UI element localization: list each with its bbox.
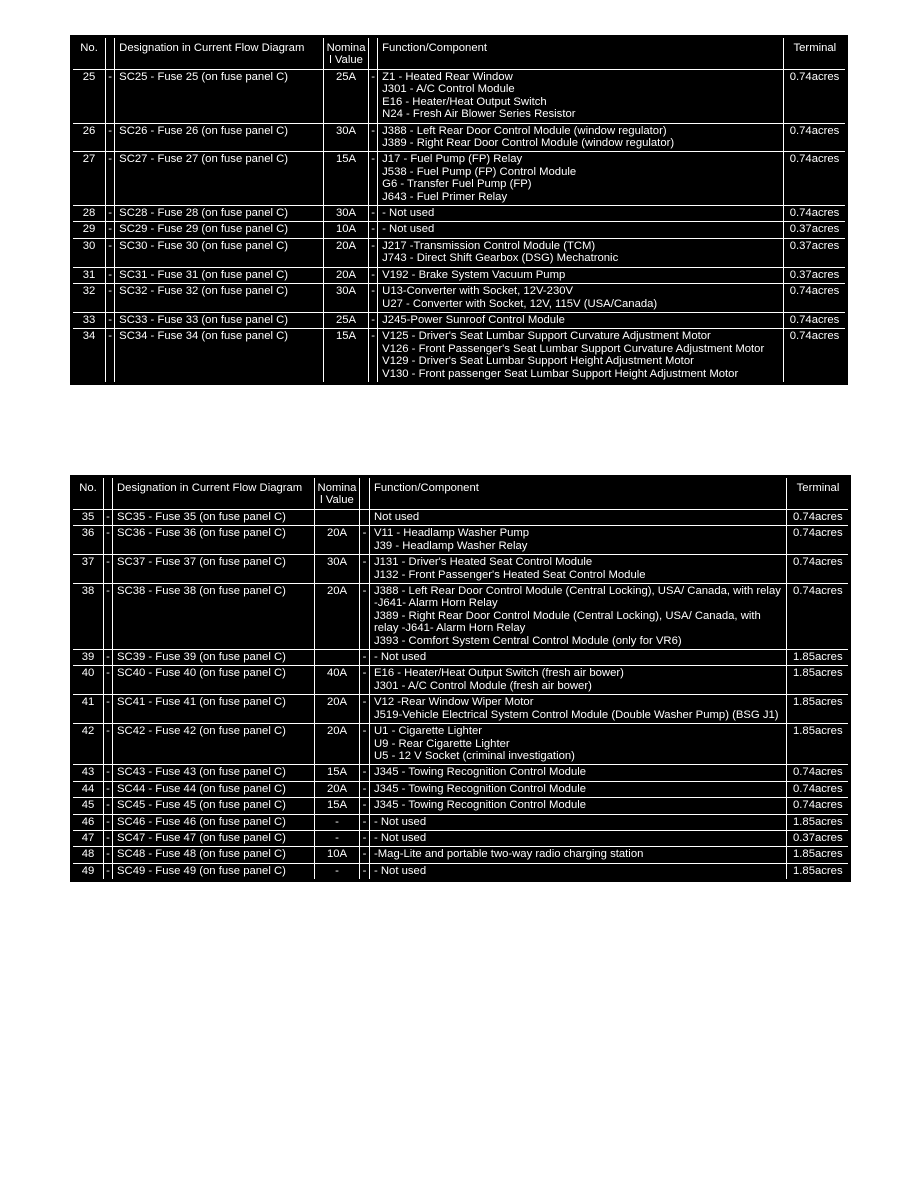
separator-dash: - (369, 70, 378, 124)
separator-dash: - (104, 584, 113, 650)
separator-dash: - (104, 650, 113, 666)
function-component (370, 695, 787, 724)
function-line: V11 - Headlamp Washer Pump (374, 527, 530, 540)
fuse-number: 30 (72, 238, 106, 267)
fuse-designation: SC49 - Fuse 49 (on fuse panel C) (113, 863, 315, 880)
separator-dash: - (104, 695, 113, 724)
function-line: J393 - Comfort System Central Control Module (only for VR6) (374, 634, 682, 647)
function-component (378, 284, 784, 313)
nominal-value: - (315, 814, 360, 830)
fuse-designation: SC30 - Fuse 30 (on fuse panel C) (115, 238, 324, 267)
nominal-value: 30A (323, 123, 368, 152)
table-row (72, 267, 847, 283)
terminal-value: 0.37acres (783, 238, 846, 267)
fuse-designation: SC29 - Fuse 29 (on fuse panel C) (115, 222, 324, 238)
function-line: J217 -Transmission Control Module (TCM) (382, 239, 596, 252)
separator-dash: - (104, 765, 113, 781)
nominal-value: 30A (323, 284, 368, 313)
terminal-value: 0.74acres (787, 526, 850, 555)
fuse-designation: SC37 - Fuse 37 (on fuse panel C) (113, 555, 315, 584)
separator-dash: - (104, 526, 113, 555)
terminal-value: 1.85acres (787, 814, 850, 830)
nominal-value: 15A (323, 329, 368, 384)
terminal-value: 0.74acres (783, 152, 846, 206)
function-line: J131 - Driver's Heated Seat Control Module (374, 556, 593, 569)
function-component (370, 830, 787, 846)
function-line: J538 - Fuel Pump (FP) Control Module (382, 165, 577, 178)
table-row (72, 695, 850, 724)
function-line: E16 - Heater/Heat Output Switch (382, 95, 547, 108)
separator-dash: - (104, 510, 113, 526)
terminal-value: 0.74acres (787, 798, 850, 814)
fuse-designation: SC25 - Fuse 25 (on fuse panel C) (115, 70, 324, 124)
table-row (72, 284, 847, 313)
header-nominal-line1: Nomina (326, 42, 366, 54)
function-line: V125 - Driver's Seat Lumbar Support Curvature Adjustment Motor (382, 330, 711, 343)
nominal-value: 20A (323, 238, 368, 267)
function-component (370, 798, 787, 814)
separator-dash: - (369, 284, 378, 313)
separator-dash: - (360, 666, 370, 695)
fuse-number: 29 (72, 222, 106, 238)
function-line: V130 - Front passenger Seat Lumbar Support Height Adjustment Motor (382, 367, 739, 380)
function-line: J388 - Left Rear Door Control Module (Central Locking), USA/ Canada, with relay -J641- Alarm Horn Relay (374, 585, 781, 610)
function-line: N24 - Fresh Air Blower Series Resistor (382, 108, 576, 121)
separator-dash: - (106, 238, 115, 267)
terminal-value: 0.74acres (787, 781, 850, 797)
function-line: U27 - Converter with Socket, 12V, 115V (USA/Canada) (382, 297, 658, 310)
nominal-value: 20A (315, 584, 360, 650)
separator-dash: - (369, 312, 378, 328)
table-row (72, 312, 847, 328)
fuse-number: 31 (72, 267, 106, 283)
function-component (378, 267, 784, 283)
fuse-number: 25 (72, 70, 106, 124)
separator-dash: - (106, 222, 115, 238)
table-row (72, 238, 847, 267)
terminal-value: 0.74acres (787, 555, 850, 584)
header-nominal-value (315, 477, 360, 510)
separator-dash: - (369, 222, 378, 238)
function-component (370, 781, 787, 797)
header-separator (360, 477, 370, 510)
fuse-number: 32 (72, 284, 106, 313)
nominal-value: 25A (323, 312, 368, 328)
fuse-designation: SC33 - Fuse 33 (on fuse panel C) (115, 312, 324, 328)
header-terminal: Terminal (787, 477, 850, 510)
table-body-1 (72, 70, 847, 384)
nominal-value (315, 650, 360, 666)
function-line: Not used (374, 511, 420, 523)
nominal-value: 20A (323, 267, 368, 283)
function-line: - Not used (374, 831, 427, 844)
separator-dash: - (369, 206, 378, 222)
function-line: J519-Vehicle Electrical System Control Module (Double Washer Pump) (BSG J1) (374, 708, 779, 721)
nominal-value: - (315, 863, 360, 880)
terminal-value: 0.37acres (783, 222, 846, 238)
function-line: - Not used (374, 651, 427, 664)
function-line: V12 -Rear Window Wiper Motor (374, 696, 534, 709)
function-component (378, 222, 784, 238)
function-component (378, 206, 784, 222)
nominal-value (315, 510, 360, 526)
terminal-value: 0.74acres (783, 284, 846, 313)
table-header-row (72, 477, 850, 510)
separator-dash: - (104, 724, 113, 765)
terminal-value: 0.74acres (783, 206, 846, 222)
header-function: Function/Component (370, 477, 787, 510)
header-separator (369, 37, 378, 70)
fuse-designation: SC41 - Fuse 41 (on fuse panel C) (113, 695, 315, 724)
fuse-designation: SC38 - Fuse 38 (on fuse panel C) (113, 584, 315, 650)
separator-dash: - (104, 830, 113, 846)
function-line: -Mag-Lite and portable two-way radio charging station (374, 848, 644, 861)
fuse-designation: SC45 - Fuse 45 (on fuse panel C) (113, 798, 315, 814)
header-no: No. (72, 37, 106, 70)
separator-dash: - (360, 814, 370, 830)
fuse-table-1 (70, 35, 848, 385)
nominal-value: 10A (323, 222, 368, 238)
fuse-number: 33 (72, 312, 106, 328)
fuse-number: 28 (72, 206, 106, 222)
terminal-value: 0.74acres (787, 765, 850, 781)
separator-dash: - (106, 329, 115, 384)
header-designation: Designation in Current Flow Diagram (115, 37, 324, 70)
fuse-designation: SC43 - Fuse 43 (on fuse panel C) (113, 765, 315, 781)
table-row (72, 555, 850, 584)
separator-dash: - (360, 555, 370, 584)
table-row (72, 206, 847, 222)
separator-dash: - (104, 781, 113, 797)
separator-dash: - (369, 329, 378, 384)
table-row (72, 814, 850, 830)
fuse-designation: SC42 - Fuse 42 (on fuse panel C) (113, 724, 315, 765)
separator-dash: - (369, 267, 378, 283)
function-line: J345 - Towing Recognition Control Module (374, 766, 587, 779)
table-row (72, 765, 850, 781)
fuse-number: 47 (72, 830, 104, 846)
fuse-number: 40 (72, 666, 104, 695)
separator-dash: - (369, 238, 378, 267)
function-line: J643 - Fuel Primer Relay (382, 190, 508, 203)
terminal-value: 1.85acres (787, 650, 850, 666)
terminal-value: 1.85acres (787, 724, 850, 765)
separator-dash: - (360, 830, 370, 846)
fuse-designation: SC44 - Fuse 44 (on fuse panel C) (113, 781, 315, 797)
table-body-2 (72, 510, 850, 881)
function-line: E16 - Heater/Heat Output Switch (fresh air bower) (374, 667, 624, 680)
function-line: - Not used (382, 223, 435, 236)
separator-dash: - (104, 814, 113, 830)
table-row (72, 584, 850, 650)
table-row (72, 847, 850, 863)
function-component (370, 814, 787, 830)
fuse-number: 42 (72, 724, 104, 765)
function-component (370, 510, 787, 526)
table-row (72, 863, 850, 880)
fuse-number: 49 (72, 863, 104, 880)
fuse-designation: SC46 - Fuse 46 (on fuse panel C) (113, 814, 315, 830)
table-row (72, 650, 850, 666)
terminal-value: 0.74acres (787, 510, 850, 526)
function-component (378, 329, 784, 384)
function-line: J301 - A/C Control Module (382, 83, 515, 96)
separator-dash: - (369, 152, 378, 206)
header-nominal-line2: l Value (320, 494, 354, 506)
function-line: J388 - Left Rear Door Control Module (window regulator) (382, 124, 667, 137)
function-line: J301 - A/C Control Module (fresh air bower) (374, 679, 592, 692)
fuse-designation: SC48 - Fuse 48 (on fuse panel C) (113, 847, 315, 863)
function-line: J345 - Towing Recognition Control Module (374, 799, 587, 812)
nominal-value: 15A (323, 152, 368, 206)
function-line: U1 - Cigarette Lighter (374, 725, 482, 738)
terminal-value: 0.74acres (783, 70, 846, 124)
table-row (72, 798, 850, 814)
function-component (370, 863, 787, 880)
function-line: U5 - 12 V Socket (criminal investigation) (374, 749, 575, 762)
fuse-designation: SC39 - Fuse 39 (on fuse panel C) (113, 650, 315, 666)
function-component (370, 847, 787, 863)
terminal-value: 1.85acres (787, 863, 850, 880)
fuse-number: 45 (72, 798, 104, 814)
function-line: V126 - Front Passenger's Seat Lumbar Support Curvature Adjustment Motor (382, 342, 765, 355)
header-function: Function/Component (378, 37, 784, 70)
fuse-number: 34 (72, 329, 106, 384)
fuse-designation: SC32 - Fuse 32 (on fuse panel C) (115, 284, 324, 313)
function-line: - Not used (374, 815, 427, 828)
terminal-value: 0.37acres (783, 267, 846, 283)
header-separator (104, 477, 113, 510)
separator-dash: - (360, 695, 370, 724)
table-row (72, 666, 850, 695)
nominal-value: 20A (315, 526, 360, 555)
function-component (378, 238, 784, 267)
function-line: J389 - Right Rear Door Control Module (window regulator) (382, 137, 675, 150)
function-component (378, 152, 784, 206)
terminal-value: 1.85acres (787, 666, 850, 695)
nominal-value: - (315, 830, 360, 846)
header-nominal-value (323, 37, 368, 70)
function-component (370, 724, 787, 765)
table-row (72, 222, 847, 238)
separator-dash: - (369, 123, 378, 152)
function-line: Z1 - Heated Rear Window (382, 71, 513, 83)
function-line: J132 - Front Passenger's Heated Seat Control Module (374, 568, 646, 581)
function-line: J345 - Towing Recognition Control Module (374, 782, 587, 795)
function-component (370, 555, 787, 584)
function-line: J245-Power Sunroof Control Module (382, 313, 565, 326)
fuse-number: 44 (72, 781, 104, 797)
fuse-number: 46 (72, 814, 104, 830)
separator-dash: - (106, 70, 115, 124)
function-line: U9 - Rear Cigarette Lighter (374, 737, 510, 750)
separator-dash: - (104, 666, 113, 695)
separator-dash (360, 510, 370, 526)
fuse-designation: SC26 - Fuse 26 (on fuse panel C) (115, 123, 324, 152)
separator-dash: - (360, 724, 370, 765)
header-separator (106, 37, 115, 70)
terminal-value: 0.37acres (787, 830, 850, 846)
fuse-number: 48 (72, 847, 104, 863)
separator-dash: - (106, 206, 115, 222)
header-nominal-line1: Nomina (317, 482, 357, 494)
function-line: V129 - Driver's Seat Lumbar Support Height Adjustment Motor (382, 355, 694, 368)
fuse-number: 38 (72, 584, 104, 650)
separator-dash: - (104, 798, 113, 814)
header-terminal: Terminal (783, 37, 846, 70)
separator-dash: - (360, 798, 370, 814)
nominal-value: 30A (323, 206, 368, 222)
terminal-value: 0.74acres (787, 584, 850, 650)
fuse-designation: SC36 - Fuse 36 (on fuse panel C) (113, 526, 315, 555)
function-component (370, 584, 787, 650)
nominal-value: 15A (315, 765, 360, 781)
fuse-number: 43 (72, 765, 104, 781)
separator-dash: - (106, 267, 115, 283)
table-row (72, 510, 850, 526)
function-line: J39 - Headlamp Washer Relay (374, 539, 528, 552)
fuse-number: 36 (72, 526, 104, 555)
header-designation: Designation in Current Flow Diagram (113, 477, 315, 510)
function-component (370, 666, 787, 695)
separator-dash: - (106, 123, 115, 152)
fuse-number: 26 (72, 123, 106, 152)
table-row (72, 123, 847, 152)
nominal-value: 15A (315, 798, 360, 814)
nominal-value: 10A (315, 847, 360, 863)
terminal-value: 0.74acres (783, 329, 846, 384)
separator-dash: - (360, 584, 370, 650)
table-row (72, 830, 850, 846)
separator-dash: - (106, 284, 115, 313)
table-row (72, 724, 850, 765)
fuse-number: 37 (72, 555, 104, 584)
table-row (72, 152, 847, 206)
fuse-number: 39 (72, 650, 104, 666)
fuse-designation: SC47 - Fuse 47 (on fuse panel C) (113, 830, 315, 846)
function-component (378, 312, 784, 328)
fuse-number: 41 (72, 695, 104, 724)
nominal-value: 40A (315, 666, 360, 695)
separator-dash: - (360, 650, 370, 666)
separator-dash: - (360, 526, 370, 555)
header-no: No. (72, 477, 104, 510)
separator-dash: - (104, 863, 113, 880)
terminal-value: 1.85acres (787, 847, 850, 863)
terminal-value: 0.74acres (783, 312, 846, 328)
function-component (370, 765, 787, 781)
fuse-number: 35 (72, 510, 104, 526)
function-line: J743 - Direct Shift Gearbox (DSG) Mechatronic (382, 252, 619, 265)
function-line: J17 - Fuel Pump (FP) Relay (382, 153, 523, 166)
function-component (370, 526, 787, 555)
function-line: U13-Converter with Socket, 12V-230V (382, 285, 574, 298)
function-line: - Not used (382, 207, 435, 220)
separator-dash: - (106, 312, 115, 328)
separator-dash: - (360, 765, 370, 781)
fuse-designation: SC31 - Fuse 31 (on fuse panel C) (115, 267, 324, 283)
separator-dash: - (106, 152, 115, 206)
terminal-value: 1.85acres (787, 695, 850, 724)
separator-dash: - (360, 847, 370, 863)
fuse-designation: SC28 - Fuse 28 (on fuse panel C) (115, 206, 324, 222)
nominal-value: 25A (323, 70, 368, 124)
function-component (378, 70, 784, 124)
function-component (378, 123, 784, 152)
table-row (72, 781, 850, 797)
function-line: J389 - Right Rear Door Control Module (Central Locking), USA/ Canada, with relay -J641- Alarm Horn Relay (374, 609, 761, 635)
function-line: V192 - Brake System Vacuum Pump (382, 268, 566, 281)
function-component (370, 650, 787, 666)
table-header-row (72, 37, 847, 70)
fuse-table-2 (70, 475, 851, 882)
separator-dash: - (360, 863, 370, 880)
fuse-designation: SC34 - Fuse 34 (on fuse panel C) (115, 329, 324, 384)
nominal-value: 30A (315, 555, 360, 584)
fuse-designation: SC27 - Fuse 27 (on fuse panel C) (115, 152, 324, 206)
header-nominal-line2: l Value (329, 54, 363, 66)
nominal-value: 20A (315, 724, 360, 765)
nominal-value: 20A (315, 695, 360, 724)
fuse-designation: SC40 - Fuse 40 (on fuse panel C) (113, 666, 315, 695)
table-row (72, 70, 847, 124)
fuse-number: 27 (72, 152, 106, 206)
terminal-value: 0.74acres (783, 123, 846, 152)
function-line: G6 - Transfer Fuel Pump (FP) (382, 178, 532, 191)
separator-dash: - (104, 555, 113, 584)
separator-dash: - (104, 847, 113, 863)
fuse-designation: SC35 - Fuse 35 (on fuse panel C) (113, 510, 315, 526)
table-row (72, 526, 850, 555)
separator-dash: - (360, 781, 370, 797)
table-row (72, 329, 847, 384)
function-line: - Not used (374, 864, 427, 877)
nominal-value: 20A (315, 781, 360, 797)
